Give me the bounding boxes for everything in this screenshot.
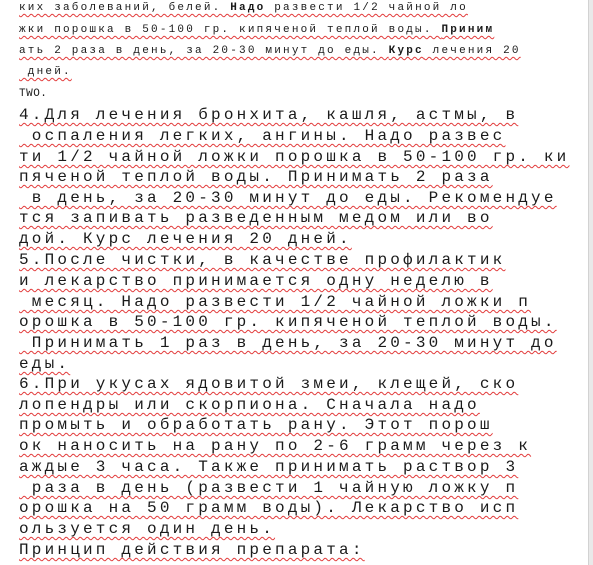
text-line (19, 499, 518, 517)
text-line (19, 458, 518, 476)
text-line (19, 396, 480, 414)
text-segment: лопендры или скорпиона. Сначала надо (19, 396, 480, 414)
text-segment: оспаления легких, ангины. Надо развес (19, 127, 506, 145)
text-segment: и лекарство принимается одну неделю в (19, 272, 493, 290)
text-line (19, 106, 518, 124)
text-line (19, 437, 531, 455)
text-segment: ользуется один день. (19, 520, 276, 538)
text-line (19, 375, 518, 393)
text-line (19, 209, 493, 227)
text-line (19, 66, 72, 78)
text-segment: раза в день (развести 1 чайную ложку п (19, 479, 519, 497)
text-segment: Принимать 1 раз в день, за 20-30 минут до (19, 334, 557, 352)
text-segment: промыть и обработать рану. Этот порош (19, 416, 493, 434)
text-line (19, 293, 531, 311)
text-segment: Принцип действия препарата: (19, 541, 365, 559)
text-line (19, 230, 352, 248)
text-segment: дой. Курс лечения 20 дней. (19, 230, 352, 248)
text-segment: развести 1/2 чайной ло (265, 2, 468, 14)
text-line (19, 148, 569, 166)
text-segment: в день, за 20-30 минут до еды. Рекомендуе (19, 189, 557, 207)
text-line (19, 127, 505, 145)
text-segment: дней. (19, 66, 72, 78)
text-segment: ких заболеваний, белей. (19, 2, 231, 14)
text-segment: тся запивать разведенным медом или во (19, 209, 493, 227)
text-line (19, 479, 518, 497)
text-line (19, 2, 468, 14)
text-segment: 5.После чистки, в качестве профилактик (19, 251, 506, 269)
text-line (19, 168, 493, 186)
text-segment: жки порошка в 50-100 гр. кипяченой теплой воды. (19, 24, 442, 36)
vertical-scrollbar[interactable] (588, 0, 593, 565)
text-segment: 6.При укусах ядовитой змеи, клещей, ско (19, 375, 519, 393)
text-line (19, 520, 275, 538)
text-segment: орошка в 50-100 гр. кипяченой теплой воды. (19, 313, 557, 331)
bold-word: Приним (441, 24, 495, 36)
text-line (19, 45, 521, 57)
text-line (19, 272, 493, 290)
text-line (19, 251, 505, 269)
text-segment: пяченой теплой воды. Принимать 2 раза (19, 168, 493, 186)
text-line (19, 416, 493, 434)
text-segment: ать 2 раза в день, за 20-30 минут до еды. (19, 45, 389, 57)
text-line (19, 355, 70, 373)
bold-word: Надо (230, 2, 266, 14)
text-segment: аждые 3 часа. Также принимать раствор 3 (19, 458, 519, 476)
text-segment: 4.Для лечения бронхита, кашля, астмы, в (19, 106, 519, 124)
text-line (19, 24, 494, 36)
text-segment: ок наносить на рану по 2-6 грамм через к (19, 437, 532, 455)
text-segment: лечения 20 (423, 45, 521, 57)
text-line (19, 88, 47, 100)
bold-word: Курс (388, 45, 424, 57)
text-segment: орошка на 50 грамм воды). Лекарство исп (19, 499, 519, 517)
text-segment: месяц. Надо развести 1/2 чайной ложки п (19, 293, 532, 311)
text-line (19, 189, 557, 207)
text-segment: ти 1/2 чайной ложки порошка в 50-100 гр. ки (19, 148, 570, 166)
text-line (19, 313, 557, 331)
text-segment: еды. (19, 355, 71, 373)
text-line (19, 541, 365, 559)
text-line (19, 334, 557, 352)
text-segment: TWO. (19, 88, 48, 100)
